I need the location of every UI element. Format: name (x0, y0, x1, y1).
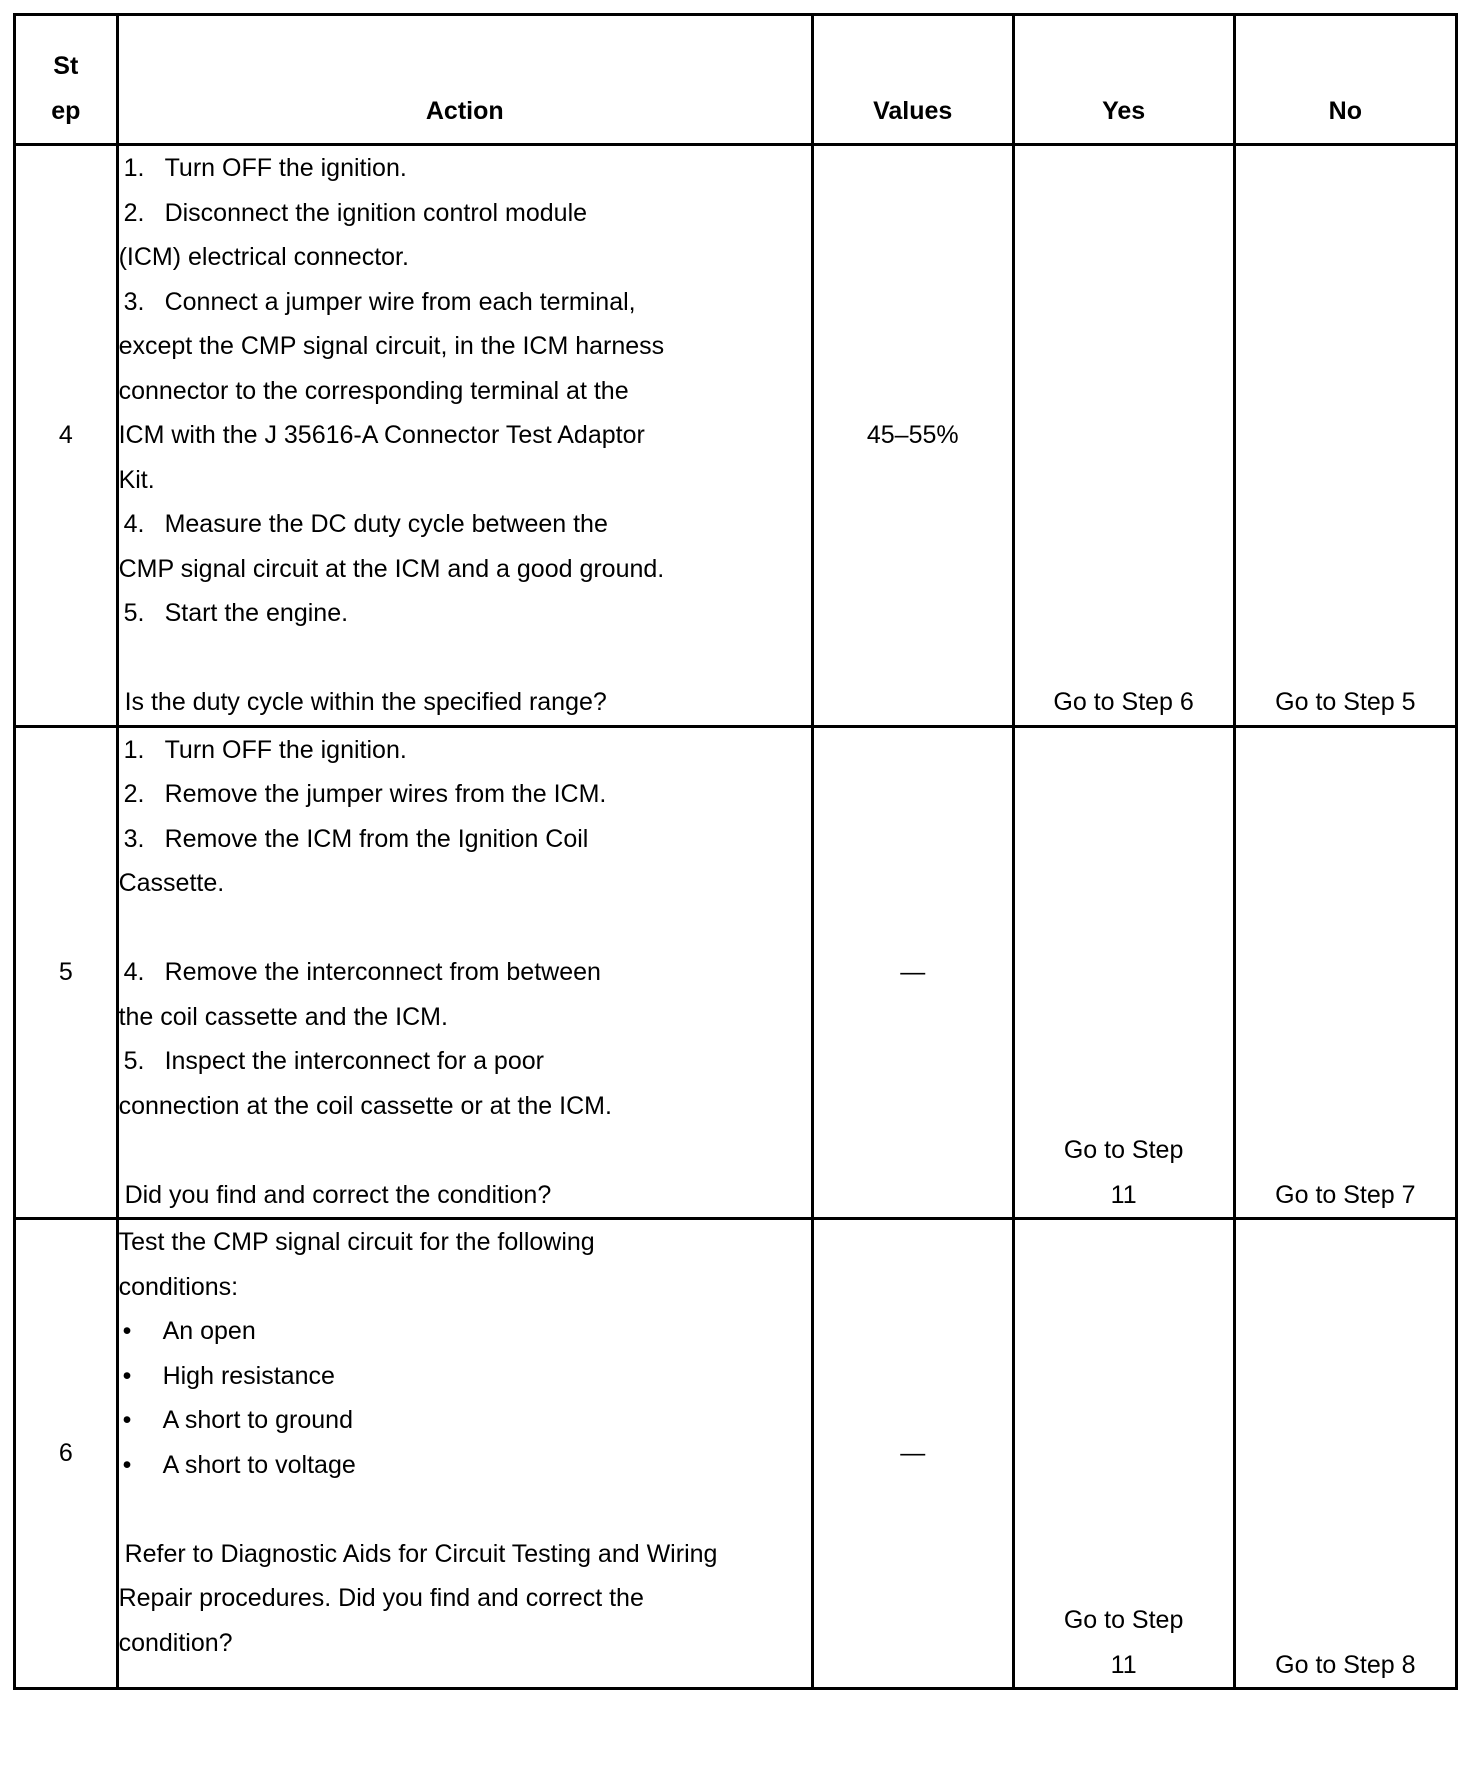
value-cell (812, 1219, 1013, 1689)
bullet-item: • An open (122, 1317, 256, 1345)
action-line: 1. Turn OFF the ignition. (123, 735, 407, 764)
action-line: ICM with the J 35616-A Connector Test Adaptor (118, 421, 645, 449)
em-dash: — (900, 1439, 926, 1468)
action-line: Kit. (118, 465, 155, 494)
action-question: condition? (118, 1628, 233, 1657)
action-line: 2. Disconnect the ignition control module (123, 198, 588, 227)
action-line: Test the CMP signal circuit for the following (118, 1228, 595, 1256)
action-line: 5. Start the engine. (123, 599, 349, 627)
table-row-step-5 (15, 726, 1457, 1219)
step-header-line1: St (53, 52, 79, 80)
action-question: Did you find and correct the condition? (124, 1180, 552, 1209)
action-question: Repair procedures. Did you find and correct the (118, 1584, 644, 1612)
yes-result (1013, 1219, 1234, 1689)
action-line: (ICM) electrical connector. (118, 243, 409, 271)
yes-result-line1: Go to Step (1063, 1136, 1184, 1164)
bullet-item: • A short to voltage (122, 1450, 356, 1479)
action-line: CMP signal circuit at the ICM and a good ground. (118, 554, 665, 583)
action-line: 3. Connect a jumper wire from each terminal, (123, 287, 636, 316)
table-row-step-4 (15, 145, 1457, 727)
step-number: 5 (15, 726, 118, 1219)
em-dash: — (900, 958, 926, 986)
yes-result-line1: Go to Step (1063, 1606, 1184, 1634)
no-column-header: No (1234, 15, 1456, 145)
header-row (15, 15, 1457, 145)
step-number: 4 (15, 145, 118, 727)
yes-result-line2: 11 (1110, 1180, 1137, 1209)
action-cell (117, 145, 812, 727)
step-header-line2: ep (51, 96, 81, 125)
action-line: 3. Remove the ICM from the Ignition Coil (123, 824, 589, 853)
yes-result (1013, 726, 1234, 1219)
step-number: 6 (15, 1219, 118, 1689)
action-line: connector to the corresponding terminal at the (118, 376, 629, 405)
action-question: Is the duty cycle within the specified range? (124, 688, 607, 716)
no-result: Go to Step 7 (1234, 726, 1456, 1219)
step-column-header (15, 15, 118, 145)
action-line: 1. Turn OFF the ignition. (123, 154, 407, 182)
action-line: 4. Remove the interconnect from between (123, 958, 601, 986)
no-result: Go to Step 5 (1234, 145, 1456, 727)
action-line: except the CMP signal circuit, in the ICM harness (118, 332, 665, 360)
value-cell: 45–55% (812, 145, 1013, 727)
action-line: 4. Measure the DC duty cycle between the (123, 510, 608, 538)
yes-column-header: Yes (1013, 15, 1234, 145)
action-line: connection at the coil cassette or at the ICM. (118, 1091, 612, 1120)
yes-result-line2: 11 (1110, 1650, 1137, 1679)
value-cell (812, 726, 1013, 1219)
values-column-header: Values (812, 15, 1013, 145)
bullet-item: • High resistance (122, 1361, 335, 1390)
bullet-item: • A short to ground (122, 1406, 353, 1434)
table-row-step-6 (15, 1219, 1457, 1689)
action-line: Cassette. (118, 869, 225, 897)
action-question: Refer to Diagnostic Aids for Circuit Testing and Wiring (124, 1539, 718, 1568)
action-line: the coil cassette and the ICM. (118, 1002, 448, 1031)
action-line: 2. Remove the jumper wires from the ICM. (123, 780, 607, 808)
yes-result: Go to Step 6 (1013, 145, 1234, 727)
no-result: Go to Step 8 (1234, 1219, 1456, 1689)
action-cell (117, 726, 812, 1219)
action-line: 5. Inspect the interconnect for a poor (123, 1047, 544, 1075)
action-line: conditions: (118, 1272, 239, 1301)
diagnostic-table (13, 13, 1458, 1690)
action-column-header: Action (117, 15, 812, 145)
action-cell (117, 1219, 812, 1689)
